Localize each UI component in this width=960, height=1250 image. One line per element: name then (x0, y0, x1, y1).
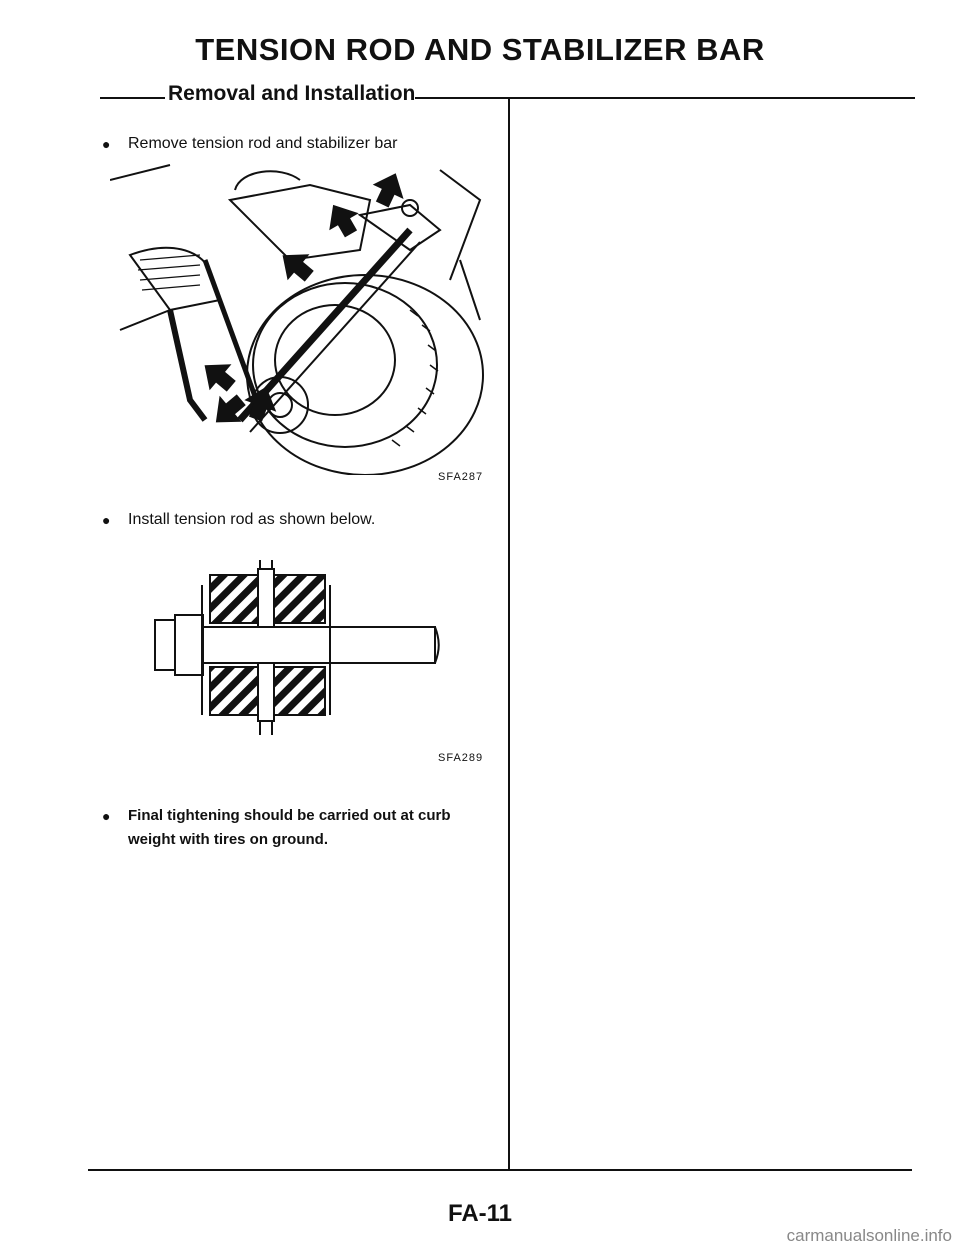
step-2 (102, 508, 498, 532)
figure-1-code: SFA287 (438, 471, 484, 483)
section-title: Removal and Installation (168, 82, 416, 105)
step-3 (102, 804, 500, 852)
step-3-text: Final tightening should be carried out at curb weight with tires on ground. (128, 807, 451, 848)
tension-rod-bushing-illustration (140, 555, 445, 740)
section-rule-right (415, 97, 915, 99)
step-2-text: Install tension rod as shown below. (128, 511, 376, 528)
section-rule-left (100, 97, 165, 99)
suspension-assembly-illustration (110, 160, 490, 475)
column-divider (508, 98, 510, 1170)
step-1-text: Remove tension rod and stabilizer bar (128, 135, 398, 152)
watermark: carmanualsonline.info (786, 1226, 952, 1245)
bullet-icon: ● (102, 808, 111, 824)
step-1 (102, 132, 498, 156)
page-title: TENSION ROD AND STABILIZER BAR (195, 32, 765, 67)
bottom-rule (88, 1169, 912, 1171)
figure-2-code: SFA289 (438, 752, 484, 764)
bullet-icon: ● (102, 136, 111, 152)
bullet-icon: ● (102, 512, 111, 528)
page-number: FA-11 (447, 1200, 513, 1227)
